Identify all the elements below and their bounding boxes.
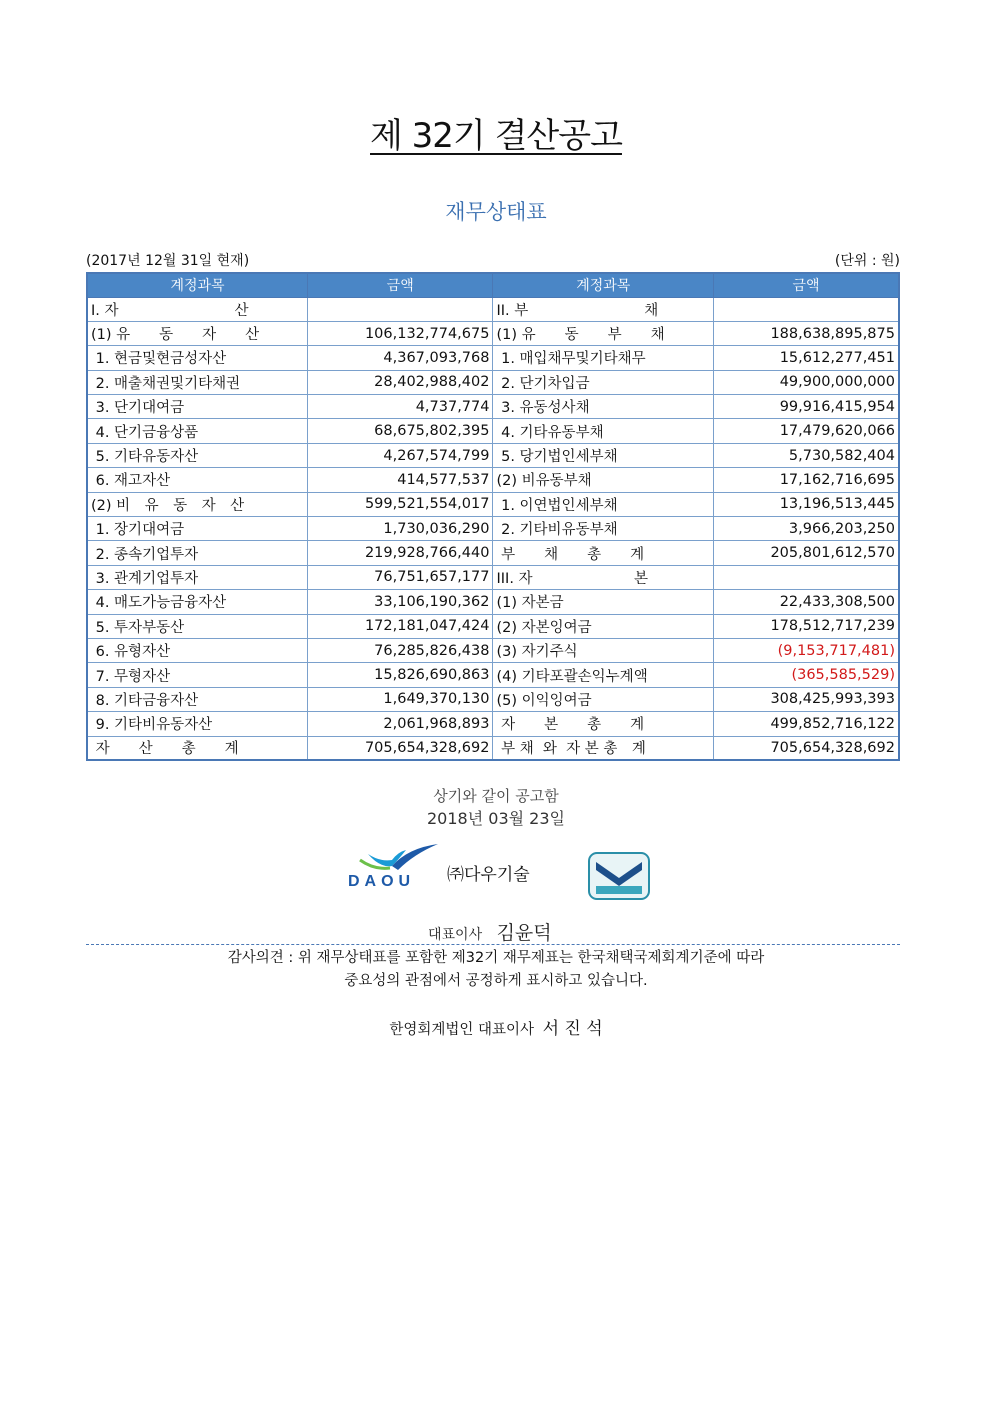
account-left-cell: 6. 재고자산 [87,468,308,492]
header-amount-left: 금액 [308,273,493,297]
table-row [87,614,899,638]
amount-right-cell: 3,966,203,250 [714,517,899,541]
account-right-cell: (2) 비유동부채 [493,468,714,492]
amount-right-cell: 15,612,277,451 [714,346,899,370]
amount-left-cell: 4,267,574,799 [308,443,493,467]
amount-right-cell: 22,433,308,500 [714,590,899,614]
logo-wordmark: DAOU [348,873,416,890]
account-left-cell: I. 자 산 [87,297,308,321]
account-left-cell: 7. 무형자산 [87,663,308,687]
auditor-name: 서 진 석 [542,1019,603,1039]
account-left-cell: 2. 종속기업투자 [87,541,308,565]
account-left-cell: 1. 현금및현금성자산 [87,346,308,370]
amount-left-cell: 172,181,047,424 [308,614,493,638]
amount-right-cell: 205,801,612,570 [714,541,899,565]
amount-left-cell: 4,737,774 [308,395,493,419]
table-row [87,321,899,345]
account-right-cell: (3) 자기주식 [493,638,714,662]
amount-right-cell: 705,654,328,692 [714,736,899,760]
amount-left-cell: 33,106,190,362 [308,590,493,614]
amount-right-cell: 5,730,582,404 [714,443,899,467]
audit-opinion-line2: 중요성의 관점에서 공정하게 표시하고 있습니다. [344,973,648,989]
amount-left-cell: 219,928,766,440 [308,541,493,565]
amount-right-cell: 17,479,620,066 [714,419,899,443]
balance-sheet-table [86,272,900,761]
as-of-date: (2017년 12월 31일 현재) [86,253,250,269]
amount-left-cell: 68,675,802,395 [308,419,493,443]
amount-left-cell [308,297,493,321]
amount-left-cell: 1,730,036,290 [308,517,493,541]
amount-right-cell [714,565,899,589]
account-left-cell: 4. 단기금융상품 [87,419,308,443]
company-name: ㈜다우기술 [447,865,530,885]
account-right-cell: 자 본 총 계 [493,712,714,736]
unit-label: (단위 : 원) [834,253,900,269]
table-header-row [87,273,899,297]
account-right-cell: 2. 단기차입금 [493,370,714,394]
auditor-label: 한영회계법인 대표이사 [389,1022,534,1038]
account-right-cell: (1) 자본금 [493,590,714,614]
ceo-label: 대표이사 [428,927,483,943]
amount-left-cell: 76,285,826,438 [308,638,493,662]
account-left-cell: 8. 기타금융자산 [87,687,308,711]
table-row [87,590,899,614]
amount-left-cell: 599,521,554,017 [308,492,493,516]
account-right-cell: (4) 기타포괄손익누계액 [493,663,714,687]
table-row [87,663,899,687]
amount-right-cell [714,297,899,321]
table-row [87,395,899,419]
amount-right-cell: 17,162,716,695 [714,468,899,492]
account-right-cell: 3. 유동성사채 [493,395,714,419]
amount-right-cell: 499,852,716,122 [714,712,899,736]
table-row [87,736,899,760]
header-amount-right: 금액 [714,273,899,297]
table-row [87,419,899,443]
amount-right-cell: 188,638,895,875 [714,321,899,345]
amount-left-cell: 414,577,537 [308,468,493,492]
account-left-cell: 1. 장기대여금 [87,517,308,541]
header-account-left: 계정과목 [87,273,308,297]
amount-right-cell: 13,196,513,445 [714,492,899,516]
table-row [87,297,899,321]
amount-right-cell: (365,585,529) [714,663,899,687]
account-left-cell: 3. 단기대여금 [87,395,308,419]
ceo-name: 김윤덕 [496,922,552,944]
account-right-cell: 1. 매입채무및기타채무 [493,346,714,370]
table-row [87,370,899,394]
account-right-cell: (1) 유 동 부 채 [493,321,714,345]
table-row [87,492,899,516]
page-title: 제 32기 결산공고 [370,116,622,156]
account-right-cell: III. 자 본 [493,565,714,589]
statement-subtitle: 재무상태표 [445,200,547,224]
company-seal-icon [588,852,650,900]
table-row [87,541,899,565]
table-row [87,443,899,467]
amount-left-cell: 4,367,093,768 [308,346,493,370]
account-right-cell: 부 채 총 계 [493,541,714,565]
amount-right-cell: 178,512,717,239 [714,614,899,638]
meta-row [86,250,900,270]
daou-logo [340,840,445,890]
audit-opinion-line1: 감사의견 : 위 재무상태표를 포함한 제32기 재무제표는 한국채택국제회계기준에 따라 [227,950,765,966]
account-left-cell: 6. 유형자산 [87,638,308,662]
account-left-cell: 자 산 총 계 [87,736,308,760]
account-right-cell: (5) 이익잉여금 [493,687,714,711]
account-left-cell: 9. 기타비유동자산 [87,712,308,736]
account-left-cell: 5. 투자부동산 [87,614,308,638]
account-right-cell: 부 채 와 자 본 총 계 [493,736,714,760]
amount-right-cell: 99,916,415,954 [714,395,899,419]
amount-left-cell: 705,654,328,692 [308,736,493,760]
notice-date: 2018년 03월 23일 [427,809,565,828]
auditor-signature [0,1014,992,1039]
amount-right-cell: (9,153,717,481) [714,638,899,662]
account-right-cell: 2. 기타비유동부채 [493,517,714,541]
table-row [87,565,899,589]
amount-left-cell: 1,649,370,130 [308,687,493,711]
amount-left-cell: 76,751,657,177 [308,565,493,589]
account-left-cell: 4. 매도가능금융자산 [87,590,308,614]
account-right-cell: (2) 자본잉여금 [493,614,714,638]
table-body [87,297,899,760]
ceo-signature [428,918,552,945]
account-left-cell: 5. 기타유동자산 [87,443,308,467]
dashed-divider [86,944,900,945]
amount-left-cell: 2,061,968,893 [308,712,493,736]
account-right-cell: II. 부 채 [493,297,714,321]
amount-left-cell: 106,132,774,675 [308,321,493,345]
table-row [87,638,899,662]
table-row [87,687,899,711]
header-account-right: 계정과목 [493,273,714,297]
amount-left-cell: 15,826,690,863 [308,663,493,687]
table-row [87,468,899,492]
notice-text: 상기와 같이 공고함 [433,787,559,805]
amount-left-cell: 28,402,988,402 [308,370,493,394]
amount-right-cell: 49,900,000,000 [714,370,899,394]
account-left-cell: 3. 관계기업투자 [87,565,308,589]
amount-right-cell: 308,425,993,393 [714,687,899,711]
account-right-cell: 5. 당기법인세부채 [493,443,714,467]
table-row [87,517,899,541]
table-row [87,346,899,370]
account-left-cell: (1) 유 동 자 산 [87,321,308,345]
account-right-cell: 4. 기타유동부채 [493,419,714,443]
table-row [87,712,899,736]
account-left-cell: (2) 비 유 동 자 산 [87,492,308,516]
account-left-cell: 2. 매출채권및기타채권 [87,370,308,394]
account-right-cell: 1. 이연법인세부채 [493,492,714,516]
